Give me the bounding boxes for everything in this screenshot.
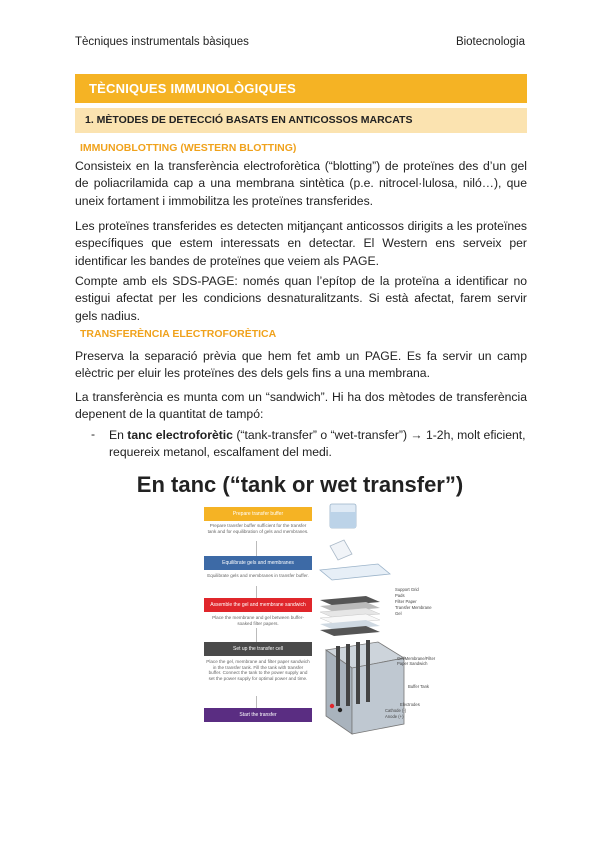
label-support-grid: Support Grid — [395, 587, 419, 592]
paragraph-3: Compte amb els SDS-PAGE: només quan l’epítop de la proteïna a identificar no estigui afectat per les condicions desnaturalitzants. Si està afectat, farem servir gels nadius. — [75, 274, 527, 323]
step-assemble-sandwich-desc: Place the membrane and gel between buffer-soaked filter papers. — [212, 615, 304, 626]
step-equilibrate-desc: Equilibrate gels and membranes in transfer buffer. — [207, 573, 309, 578]
step-prepare-buffer: Prepare transfer buffer — [204, 507, 312, 521]
step-prepare-buffer-desc: Prepare transfer buffer sufficient for the transfer tank and for equilibration of gels and membranes. — [207, 523, 309, 534]
flow-arrow — [256, 628, 257, 642]
subsection-title-band — [75, 108, 527, 133]
bullet-tank-transfer — [109, 427, 527, 462]
label-sandwich-in-tank: Gel/Membrane/Filter Paper Sandwich — [397, 656, 436, 666]
label-electrodes: Electrodes — [400, 702, 420, 707]
step-assemble-sandwich: Assemble the gel and membrane sandwich — [204, 598, 312, 612]
label-pads: Pads — [395, 593, 405, 598]
label-buffer-tank: Buffer Tank — [408, 684, 430, 689]
figure-title: En tanc (“tank or wet transfer”) — [136, 472, 464, 497]
step-setup-cell: Set up the transfer cell — [204, 642, 312, 656]
bullet-dash: - — [91, 427, 96, 441]
bullet-prefix: En — [109, 428, 128, 442]
sandwich-stack-icon — [320, 596, 380, 636]
step-start-transfer: Start the transfer — [204, 708, 312, 722]
subsection-title: 1. MÈTODES DE DETECCIÓ BASATS EN ANTICOSSOS MARCATS — [85, 114, 413, 126]
label-gel: Gel — [395, 611, 402, 616]
beaker-icon — [330, 504, 356, 528]
transfer-illustrations — [318, 500, 440, 740]
bullet-rest: (“tank-transfer” o “wet-transfer”) → 1-2h, molt eficient, requereix metanol, escalfament del medi. — [109, 428, 526, 460]
page-header — [75, 36, 525, 48]
section-title-band — [75, 74, 527, 103]
paragraph-5: La transferència es munta com un “sandwich”. Hi ha dos mètodes de transferència depenent de la quantitat de tampó: — [75, 390, 527, 422]
step-setup-cell-desc: Place the gel, membrane and filter paper sandwich in the transfer tank. Fill the tank with transfer buffer. Connect the tank to the power supply and set the power supply for optimal power and time. — [206, 659, 310, 681]
paragraph-4: Preserva la separació prèvia que hem fet amb un PAGE. Es fa servir un camp elèctric per eluir les proteïnes des dels gels fins a una membrana. — [75, 349, 527, 381]
heading-transfer: TRANSFERÈNCIA ELECTROFORÈTICA — [80, 328, 277, 340]
flow-arrow — [256, 541, 257, 556]
flow-arrow — [256, 696, 257, 708]
tank-icon — [326, 640, 407, 734]
paragraph-2: Les proteïnes transferides es detecten mitjançant anticossos dirigits a les proteïnes específiques que estem interessats en detectar. El Western ens serveix per identificar les bandes de proteïnes que veiem als PAGE. — [75, 219, 527, 268]
label-transfer-membrane: Transfer Membrane — [395, 605, 432, 610]
header-course: Tècniques instrumentals bàsiques — [75, 36, 249, 48]
header-subject: Biotecnologia — [455, 36, 525, 48]
section-title: TÈCNIQUES IMMUNOLÒGIQUES — [89, 81, 297, 96]
flow-arrow — [256, 586, 257, 598]
bullet-bold-term: tanc electroforètic — [127, 428, 233, 442]
heading-immunoblotting: IMMUNOBLOTTING (WESTERN BLOTTING) — [80, 142, 297, 154]
paragraph-1: Consisteix en la transferència electroforètica (“blotting”) de proteïnes des d’un gel de poliacrilamida cap a una membrana sintètica (p.e. nitrocel·lulosa, niló…), que uneix fortament i immobilitza les proteïnes transferides. — [75, 159, 527, 208]
label-cathode: Cathode (-) — [385, 708, 407, 713]
label-filter-paper: Filter Paper — [395, 599, 417, 604]
label-anode: Anode (+) — [385, 714, 404, 719]
tray-icon — [320, 540, 390, 580]
step-equilibrate: Equilibrate gels and membranes — [204, 556, 312, 570]
